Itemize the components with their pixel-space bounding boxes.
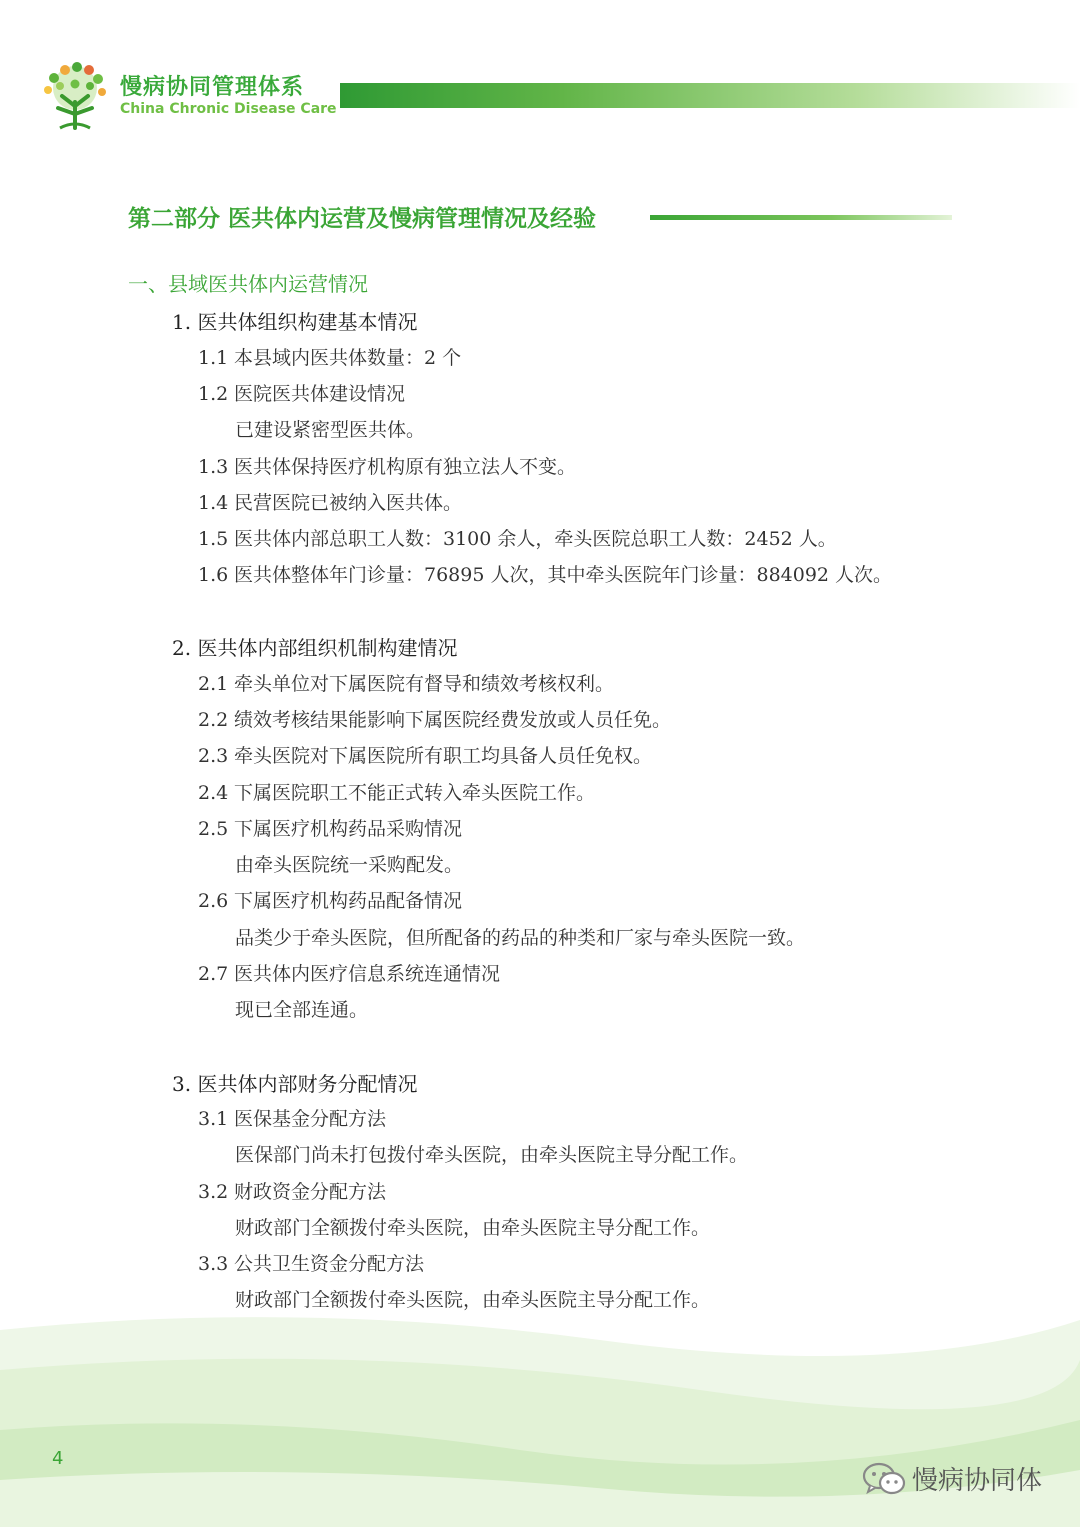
item-text: 绩效考核结果能影响下属医院经费发放或人员任免。 (234, 709, 672, 731)
item-detail: 已建设紧密型医共体。 (235, 419, 426, 441)
item-text: 下属医院职工不能正式转入牵头医院工作。 (234, 782, 596, 804)
item-text: 医院医共体建设情况 (234, 383, 406, 405)
item-number: 2.5 (198, 818, 229, 840)
list-item (198, 524, 837, 551)
item-text: 下属医疗机构药品采购情况 (234, 818, 463, 840)
part-title: 第二部分 医共体内运营及慢病管理情况及经验 (128, 206, 597, 232)
item-text: 本县域内医共体数量：2 个 (234, 347, 462, 369)
item-number: 2.2 (198, 709, 229, 731)
item-text: 民营医院已被纳入医共体。 (234, 492, 463, 514)
brand-name-en: China Chronic Disease Care (120, 101, 337, 117)
item-text: 医共体保持医疗机构原有独立法人不变。 (234, 456, 577, 478)
list-item (198, 1104, 386, 1131)
item-text: 公共卫生资金分配方法 (234, 1253, 425, 1275)
item-number: 3.3 (198, 1253, 229, 1275)
tree-people-logo (40, 62, 110, 132)
brand-name-cn: 慢病协同管理体系 (120, 75, 305, 100)
item-number: 3.2 (198, 1181, 229, 1203)
list-item (198, 452, 576, 479)
item-number: 1.3 (198, 456, 229, 478)
item-number: 1.5 (198, 528, 229, 550)
wechat-icon (862, 1462, 906, 1496)
list-item (198, 343, 461, 370)
item-text: 牵头单位对下属医院有督导和绩效考核权利。 (234, 673, 615, 695)
item-text: 医共体内部总职工人数：3100 余人，牵头医院总职工人数：2452 人。 (234, 528, 837, 550)
item-number: 2.3 (198, 745, 229, 767)
section-heading: 1. 医共体组织构建基本情况 (172, 310, 418, 334)
list-item (198, 379, 405, 406)
list-item (198, 488, 462, 515)
item-text: 下属医疗机构药品配备情况 (234, 890, 463, 912)
item-number: 2.1 (198, 673, 229, 695)
item-text: 牵头医院对下属医院所有职工均具备人员任免权。 (234, 745, 653, 767)
item-number: 2.7 (198, 963, 229, 985)
item-detail: 由牵头医院统一采购配发。 (235, 854, 464, 876)
list-item (198, 560, 892, 587)
list-item (198, 959, 500, 986)
item-text: 医保基金分配方法 (234, 1108, 387, 1130)
wechat-account-name: 慢病协同体 (912, 1466, 1043, 1496)
item-detail: 财政部门全额拨付牵头医院，由牵头医院主导分配工作。 (235, 1289, 711, 1311)
item-text: 医共体内医疗信息系统连通情况 (234, 963, 501, 985)
item-number: 1.6 (198, 564, 229, 586)
section-heading: 3. 医共体内部财务分配情况 (172, 1072, 418, 1096)
item-detail: 财政部门全额拨付牵头医院，由牵头医院主导分配工作。 (235, 1217, 711, 1239)
item-number: 1.1 (198, 347, 229, 369)
list-item (198, 1177, 386, 1204)
list-item (198, 886, 462, 913)
list-item (198, 778, 595, 805)
item-number: 1.2 (198, 383, 229, 405)
list-item (198, 705, 671, 732)
title-underline (650, 215, 952, 220)
page-number: 4 (52, 1448, 64, 1469)
item-text: 医共体整体年门诊量：76895 人次，其中牵头医院年门诊量：884092 人次。 (234, 564, 893, 586)
header-gradient-bar (340, 83, 1080, 108)
section-title: 一、县域医共体内运营情况 (128, 272, 368, 296)
item-detail: 品类少于牵头医院，但所配备的药品的种类和厂家与牵头医院一致。 (235, 927, 806, 949)
item-number: 2.6 (198, 890, 229, 912)
list-item (198, 814, 462, 841)
section-heading: 2. 医共体内部组织机制构建情况 (172, 636, 458, 660)
item-number: 1.4 (198, 492, 229, 514)
item-text: 财政资金分配方法 (234, 1181, 387, 1203)
list-item (198, 669, 614, 696)
item-number: 2.4 (198, 782, 229, 804)
item-number: 3.1 (198, 1108, 229, 1130)
item-detail: 现已全部连通。 (235, 999, 369, 1021)
list-item (198, 1249, 424, 1276)
list-item (198, 741, 652, 768)
item-detail: 医保部门尚未打包拨付牵头医院，由牵头医院主导分配工作。 (235, 1144, 749, 1166)
